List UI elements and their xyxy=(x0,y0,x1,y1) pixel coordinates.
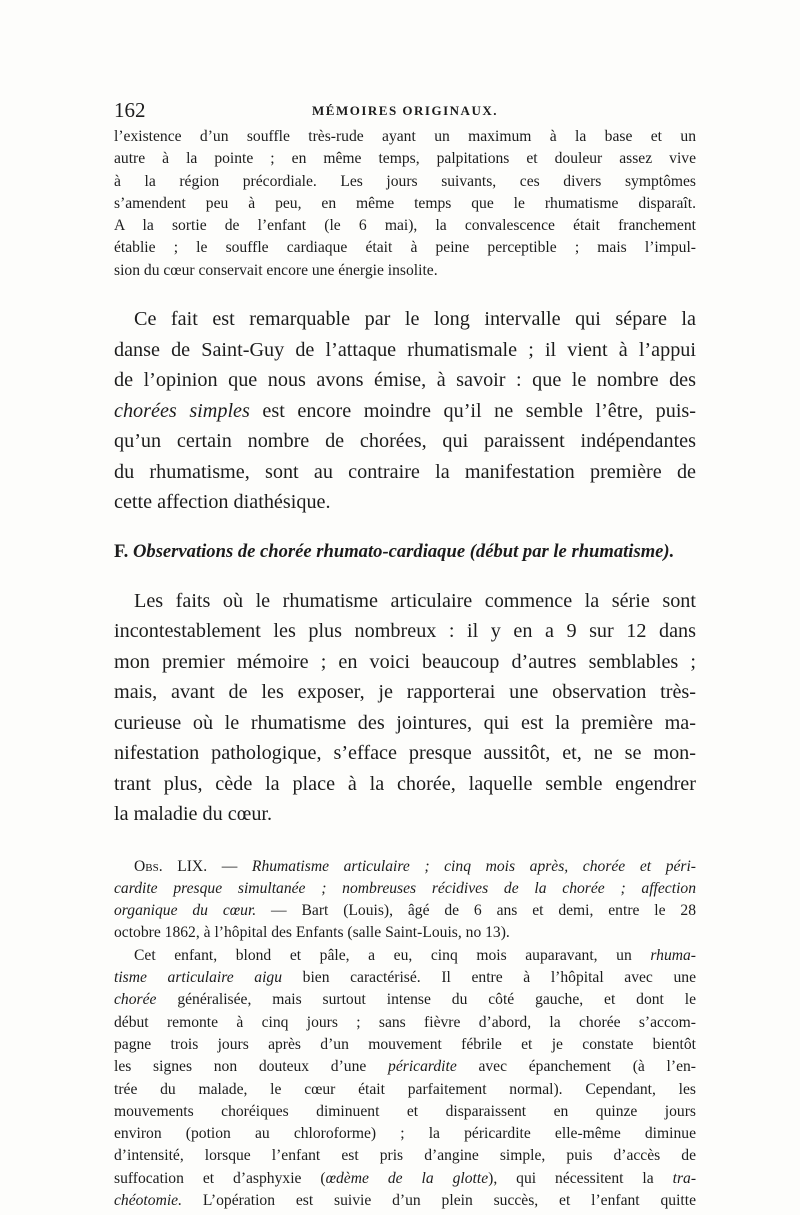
text-line: curieuse où le rhumatisme des jointures, qui est la première ma- xyxy=(114,711,696,734)
text-line: trée du malade, le cœur était parfaitement normal). Cependant, les xyxy=(114,1080,696,1098)
text-line xyxy=(114,1190,696,1212)
text-line xyxy=(114,900,696,922)
text-line: nifestation pathologique, s’efface presque aussitôt, et, ne se mon- xyxy=(114,742,696,765)
page-number: 162 xyxy=(114,98,146,122)
text-run: Cet enfant, blond et pâle, a eu, cinq mois auparavant, un xyxy=(134,946,651,964)
text-line xyxy=(114,1168,696,1190)
observation-heading xyxy=(114,856,696,945)
text-line xyxy=(114,989,696,1011)
section-letter: F. xyxy=(114,540,129,562)
intro-paragraph xyxy=(114,126,696,282)
text-line: environ (potion au chloroforme) ; la péricardite elle-même diminue xyxy=(114,1125,696,1143)
emphasis-text: tra- xyxy=(672,1169,697,1187)
running-title: MÉMOIRES ORIGINAUX. xyxy=(312,103,498,118)
text-line: mon premier mémoire ; en voici beaucoup d’autres semblables ; xyxy=(114,650,696,673)
page-header xyxy=(114,98,696,124)
section-title: Observations de chorée rhumato-cardiaque (début par le rhumatisme). xyxy=(132,540,675,562)
text-run: bien caractérisé. Il entre à l’hôpital avec une xyxy=(282,969,696,987)
observation-label: Obs. LIX. xyxy=(134,857,208,875)
text-line xyxy=(114,967,696,989)
text-run: les signes non douteux d’une xyxy=(114,1058,389,1076)
text-line: l’existence d’un souffle très-rude ayant un maximum à la base et un xyxy=(114,128,696,145)
text-run: suffocation et d’asphyxie ( xyxy=(114,1169,326,1187)
text-line xyxy=(114,856,696,878)
emphasis-text: œdème de la glotte xyxy=(325,1169,489,1187)
text-run: — xyxy=(207,857,252,875)
text-run: généralisée, mais surtout intense du côté gauche, et dont le xyxy=(156,991,696,1009)
text-line: Ce fait est remarquable par le long intervalle qui sépare la xyxy=(134,308,696,331)
book-page xyxy=(114,98,696,1212)
emphasis-text: Rhumatisme articulaire ; cinq mois après, chorée et péri- xyxy=(251,857,697,875)
text-run: avec épanchement (à l’en- xyxy=(456,1058,696,1076)
text-line: d’intensité, lorsque l’enfant est pris d’angine simple, puis d’accès de xyxy=(114,1147,696,1165)
text-line: danse de Saint-Guy de l’attaque rhumatismale ; il vient à l’appui xyxy=(114,338,696,361)
text-line: à la région précordiale. Les jours suivants, ces divers symptômes xyxy=(114,172,696,190)
text-line: incontestablement les plus nombreux : il y en a 9 sur 12 dans xyxy=(114,620,696,643)
text-line: mouvements choréiques diminuent et disparaissent en quinze jours xyxy=(114,1102,696,1120)
text-run: L’opération est suivie d’un plein succès, et l’enfant quitte xyxy=(181,1192,696,1210)
section-heading xyxy=(114,538,696,566)
facts-paragraph xyxy=(114,586,696,830)
text-line: trant plus, cède la place à la chorée, laquelle semble engendrer xyxy=(114,772,696,795)
emphasis-text: tisme articulaire aigu xyxy=(114,969,283,987)
text-line: pagne trois jours après d’un mouvement fébrile et je constate bientôt xyxy=(114,1035,696,1053)
emphasis-text: cardite presque simultanée ; nombreuses récidives de la chorée ; affection xyxy=(114,879,696,897)
emphasis-text: chorées simples xyxy=(114,399,250,422)
text-line: sion du cœur conservait encore une énergie insolite. xyxy=(114,261,438,279)
text-line: cette affection diathésique. xyxy=(114,491,331,514)
text-line: la maladie du cœur. xyxy=(114,803,273,826)
text-line xyxy=(114,396,696,427)
emphasis-text: chorée xyxy=(114,991,157,1009)
text-line: Les faits où le rhumatisme articulaire commence la série sont xyxy=(134,589,696,612)
text-line: A la sortie de l’enfant (le 6 mai), la convalescence était franchement xyxy=(114,217,696,235)
text-line xyxy=(114,1056,696,1078)
observation-body xyxy=(114,945,696,1213)
remark-paragraph xyxy=(114,304,696,518)
emphasis-text: rhuma- xyxy=(650,946,696,964)
text-line: de l’opinion que nous avons émise, à savoir : que le nombre des xyxy=(114,369,696,392)
text-run: — Bart (Louis), âgé de 6 ans et demi, entre le 28 xyxy=(256,902,696,920)
text-line xyxy=(114,945,696,967)
emphasis-text: péricardite xyxy=(388,1058,457,1076)
text-line: autre à la pointe ; en même temps, palpitations et douleur assez vive xyxy=(114,150,696,168)
emphasis-text: chéotomie. xyxy=(114,1192,182,1210)
text-line: mais, avant de les exposer, je rapporterai une observation très- xyxy=(114,681,696,704)
text-line: qu’un certain nombre de chorées, qui paraissent indépendantes xyxy=(114,430,696,453)
text-line: début remonte à cinq jours ; sans fièvre d’abord, la chorée s’accom- xyxy=(114,1013,696,1031)
text-line: du rhumatisme, sont au contraire la manifestation première de xyxy=(114,460,696,483)
text-run: ), qui nécessitent la xyxy=(488,1169,673,1187)
text-line: établie ; le souffle cardiaque était à peine perceptible ; mais l’impul- xyxy=(114,239,696,257)
text-line: s’amendent peu à peu, en même temps que le rhumatisme disparaît. xyxy=(114,194,696,212)
text-run: est encore moindre qu’il ne semble l’être, puis- xyxy=(249,399,697,422)
text-line: octobre 1862, à l’hôpital des Enfants (salle Saint-Louis, no 13). xyxy=(114,924,510,942)
emphasis-text: organique du cœur. xyxy=(114,902,257,920)
text-line xyxy=(114,878,696,900)
